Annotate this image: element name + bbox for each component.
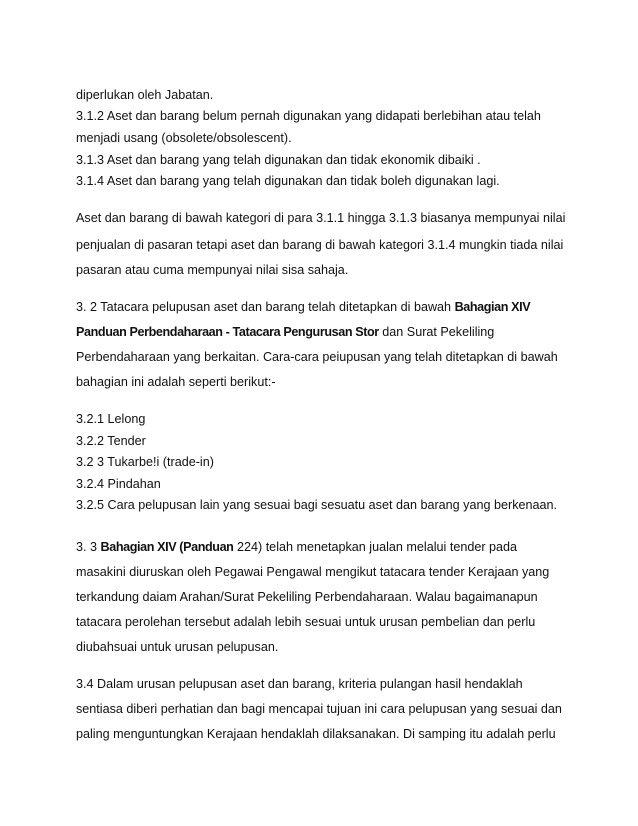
text: masakini diuruskan oleh Pegawai Pengawal mengikut tatacara tender Kerajaan yang [76, 565, 550, 579]
text-line [76, 299, 530, 315]
text: diperlukan oleh Jabatan. [76, 88, 214, 102]
text-line [76, 108, 541, 124]
text-line [76, 324, 494, 340]
text: penjualan di pasaran tetapi aset dan barang di bawah kategori 3.1.4 mungkin tiada nilai [76, 238, 564, 252]
text: paling menguntungkan Kerajaan hendaklah dilaksanakan. Di samping itu adalah perlu [76, 727, 556, 741]
text: 3.4 Dalam urusan pelupusan aset dan barang, kriteria pulangan hasil hendaklah [76, 677, 523, 691]
text: 3.2 3 Tukarbe!i (trade-in) [76, 455, 214, 469]
text-line [76, 210, 565, 226]
text: dan Surat Pekeliling [378, 325, 495, 339]
text: 3.2.2 Tender [76, 434, 146, 448]
text-line [76, 262, 348, 278]
list-item [76, 433, 146, 449]
text-line [76, 173, 500, 189]
text-line [76, 539, 517, 555]
text: 3.2.1 Lelong [76, 412, 146, 426]
list-item [76, 497, 557, 513]
text-line [76, 701, 562, 717]
text: Aset dan barang di bawah kategori di para 3.1.1 hingga 3.1.3 biasanya mempunyai nilai [76, 211, 566, 225]
text: 3.1.4 Aset dan barang yang telah digunakan dan tidak boleh digunakan lagi. [76, 174, 500, 188]
text-line [76, 237, 563, 253]
text: 3.1.2 Aset dan barang belum pernah digunakan yang didapati berlebihan atau telah [76, 109, 541, 123]
text: Perbendaharaan yang berkaitan. Cara-cara peiupusan yang telah ditetapkan di bawah [76, 350, 558, 364]
text-line [76, 152, 481, 168]
text: terkandung daiam Arahan/Surat Pekeliling Perbendaharaan. Walau bagaimanapun [76, 590, 538, 604]
list-item [76, 476, 161, 492]
text: diubahsuai untuk urusan pelupusan. [76, 640, 279, 654]
text-line [76, 614, 535, 630]
text: sentiasa diberi perhatian dan bagi mencapai tujuan ini cara pelupusan yang sesuai dan [76, 702, 562, 716]
text-line [76, 639, 278, 655]
list-item [76, 454, 214, 470]
text: bahagian ini adalah seperti berikut:- [76, 375, 276, 389]
text-line [76, 87, 213, 103]
text: menjadi usang (obsolete/obsolescent). [76, 131, 292, 145]
bold-reference: Bahagian XIV (Panduan [100, 540, 234, 554]
text-line [76, 676, 523, 692]
text: 3. 2 Tatacara pelupusan aset dan barang telah ditetapkan di bawah [76, 300, 455, 314]
text-line [76, 564, 549, 580]
text-line [76, 374, 276, 390]
text: 224) telah menetapkan jualan melalui tender pada [233, 540, 518, 554]
list-item [76, 411, 145, 427]
text: 3.2.4 Pindahan [76, 477, 161, 491]
text: tatacara perolehan tersebut adalah lebih sesuai untuk urusan pembelian dan perlu [76, 615, 536, 629]
bold-reference: Bahagian XIV [454, 300, 531, 314]
text: 3.1.3 Aset dan barang yang telah digunakan dan tidak ekonomik dibaiki . [76, 153, 481, 167]
text-line [76, 589, 538, 605]
text: pasaran atau cuma mempunyai nilai sisa sahaja. [76, 263, 349, 277]
text-line [76, 726, 556, 742]
text: 3.2.5 Cara pelupusan lain yang sesuai bagi sesuatu aset dan barang yang berkenaan. [76, 498, 558, 512]
bold-reference: Panduan Perbendaharaan - Tatacara Pengurusan Stor [76, 325, 379, 339]
text: 3. 3 [76, 540, 101, 554]
text-line [76, 130, 292, 146]
text-line [76, 349, 558, 365]
